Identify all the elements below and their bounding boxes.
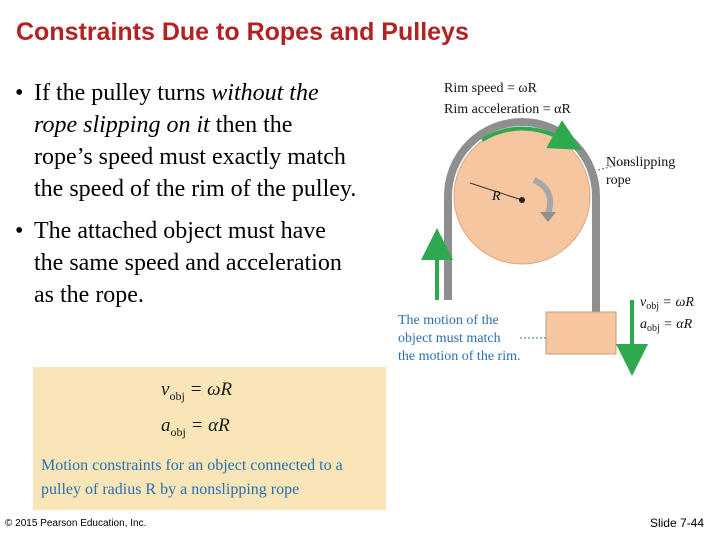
bullet-text: If the pulley turns (34, 80, 212, 106)
hanging-object (546, 312, 616, 354)
rope-label-line: rope (606, 173, 631, 188)
note-line: the motion of the rim. (398, 349, 521, 364)
acceleration-equation: $a_{obj} = \alpha R$ (161, 415, 230, 439)
pulley-wheel (454, 128, 590, 264)
rim-acceleration-label: Rim acceleration = αR (444, 102, 571, 117)
object-acceleration-label: $a_{obj} = \alpha R$ (640, 317, 693, 334)
bullet-dot: • (15, 80, 24, 106)
bullet-text: The attached object must have the same speed and acceleration as the rope. (34, 218, 342, 308)
slide-title: Constraints Due to Ropes and Pulleys (16, 18, 469, 46)
axle (519, 197, 525, 203)
bullet-dot: • (15, 218, 24, 244)
copyright: © 2015 Pearson Education, Inc. (5, 518, 147, 529)
caption-line: pulley of radius R by a nonslipping rope (41, 481, 300, 498)
velocity-equation: $v_{obj} = \omega R$ (161, 379, 233, 403)
caption-line: Motion constraints for an object connected to a (41, 457, 343, 474)
note-line: object must match (398, 331, 501, 346)
note-line: The motion of the (398, 313, 499, 328)
object-velocity-label: $v_{obj} = \omega R$ (640, 295, 694, 312)
bullet-emphasis: without the rope slipping on it (34, 80, 319, 138)
radius-label: R (492, 189, 501, 204)
bullet-text: then the rope’s speed must exactly match the speed of the rim of the pulley. (34, 112, 357, 202)
rope-label-line: Nonslipping (606, 155, 676, 170)
rim-speed-label: Rim speed = ωR (444, 81, 537, 96)
slide-number: Slide 7-44 (649, 516, 704, 530)
